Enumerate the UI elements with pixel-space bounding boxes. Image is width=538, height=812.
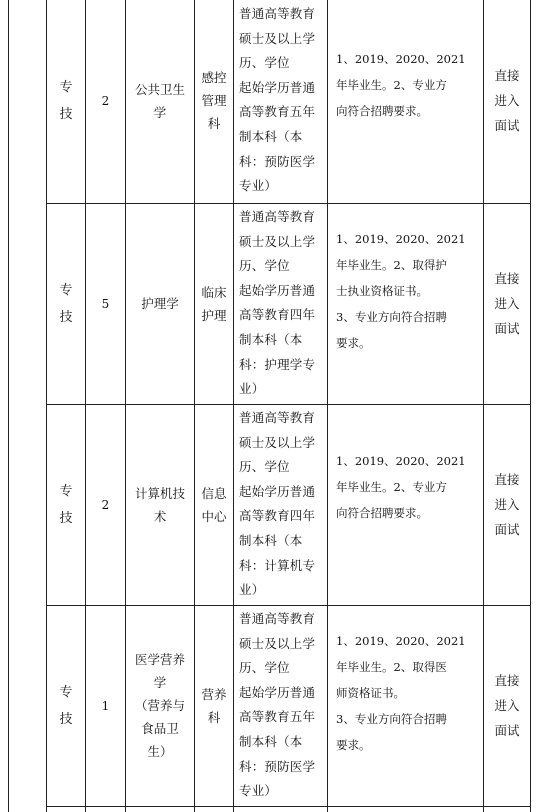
education-line: 制本科（本 <box>239 128 303 144</box>
education-line: 历、学位 <box>239 660 290 676</box>
category-cell <box>47 203 85 404</box>
requirement-line: 年毕业生。2、取得护 <box>336 258 447 272</box>
department-cell <box>195 404 233 605</box>
education-line: 科：护理学专 <box>239 356 316 372</box>
assessment-mode <box>492 63 522 138</box>
assessment-mode-cell <box>484 0 530 201</box>
requirement-line: 3、专业方向符合招聘 <box>336 712 447 726</box>
requirement-line: 1、2019、2020、2021 <box>336 634 466 648</box>
department-cell <box>195 203 233 404</box>
education-line: 科：预防医学 <box>239 758 316 774</box>
assessment-mode <box>492 668 522 743</box>
major-line: 食品卫 <box>141 721 179 736</box>
count-cell <box>86 203 125 404</box>
major-line: 生） <box>147 744 173 759</box>
education-line: 制本科（本 <box>239 733 303 749</box>
major-text <box>128 292 192 315</box>
assessment-mode-cell <box>484 404 530 605</box>
mode-line: 进入 <box>494 296 520 311</box>
education-line: 高等教育四年 <box>239 508 316 524</box>
education-line: 普通高等教育 <box>239 209 316 224</box>
major-line: 公共卫生 <box>134 81 185 97</box>
mode-line: 进入 <box>494 497 520 512</box>
department-cell <box>195 605 233 806</box>
education-line: 硕士及以上学 <box>239 30 316 46</box>
department-text <box>201 683 227 729</box>
category-char: 技 <box>59 309 73 325</box>
mode-line: 进入 <box>494 93 520 108</box>
requirement-line: 师资格证书。 <box>336 686 405 700</box>
mode-line: 直接 <box>494 68 520 83</box>
major-line: 计算机技 <box>134 485 185 501</box>
education-line: 高等教育四年 <box>239 307 316 323</box>
education-line: 业） <box>239 381 265 397</box>
education-line: 普通高等教育 <box>239 611 316 626</box>
department-text <box>201 482 227 528</box>
education-line: 起始学历普通 <box>239 483 316 499</box>
assessment-mode-cell <box>484 605 530 806</box>
major-line: 学 <box>153 104 167 120</box>
headcount: 2 <box>101 93 110 108</box>
major-cell <box>126 203 194 404</box>
education-requirement <box>239 2 323 199</box>
other-requirements <box>336 46 478 124</box>
requirement-line: 年毕业生。2、专业方 <box>336 480 447 494</box>
education-line: 制本科（本 <box>239 331 303 347</box>
mode-line: 直接 <box>494 472 520 487</box>
headcount: 5 <box>101 296 110 311</box>
department-line: 营养 <box>201 686 227 702</box>
department-line: 科 <box>207 709 221 725</box>
major-text <box>128 482 192 528</box>
education-requirement <box>239 607 323 804</box>
requirement-line: 年毕业生。2、取得医 <box>336 660 447 674</box>
requirement-line: 1、2019、2020、2021 <box>336 232 466 246</box>
category-cell <box>47 404 85 605</box>
requirement-line: 年毕业生。2、专业方 <box>336 78 447 92</box>
department-line: 临床 <box>201 284 227 300</box>
requirement-line: 1、2019、2020、2021 <box>336 52 466 66</box>
department-line: 护理 <box>201 307 227 323</box>
headcount: 1 <box>101 698 110 713</box>
department-cell <box>195 0 233 201</box>
department-line: 科 <box>207 116 221 131</box>
category-text <box>59 277 72 331</box>
education-line: 制本科（本 <box>239 532 303 548</box>
education-line: 普通高等教育 <box>239 6 316 21</box>
category-char: 技 <box>59 106 73 122</box>
other-requirements <box>336 448 478 526</box>
mode-line: 进入 <box>494 698 520 713</box>
requirement-line: 要求。 <box>336 738 371 752</box>
table-row <box>0 404 538 605</box>
department-line: 感控 <box>201 70 227 85</box>
education-line: 高等教育五年 <box>239 709 316 725</box>
table-row <box>0 0 538 201</box>
table-row <box>0 605 538 806</box>
count-cell <box>86 0 125 201</box>
other-requirements <box>336 628 478 758</box>
department-text <box>201 281 227 327</box>
department-line: 管理 <box>201 93 227 108</box>
major-cell <box>126 404 194 605</box>
major-line: 医学营养 <box>134 652 185 667</box>
category-text <box>59 679 72 733</box>
major-cell <box>126 0 194 201</box>
mode-line: 直接 <box>494 673 520 688</box>
major-line: 术 <box>153 508 167 524</box>
education-line: 专业） <box>239 178 278 194</box>
education-line: 普通高等教育 <box>239 410 316 425</box>
category-text <box>59 478 72 532</box>
category-char: 专 <box>59 483 73 499</box>
education-line: 硕士及以上学 <box>239 635 316 651</box>
education-line: 高等教育五年 <box>239 104 316 120</box>
education-line: 硕士及以上学 <box>239 233 316 249</box>
requirement-line: 向符合招聘要求。 <box>336 104 428 118</box>
assessment-mode <box>492 467 522 542</box>
education-line: 起始学历普通 <box>239 684 316 700</box>
count-cell <box>86 605 125 806</box>
education-line: 硕士及以上学 <box>239 434 316 450</box>
assessment-mode <box>492 266 522 341</box>
major-line: 护理学 <box>141 296 179 311</box>
education-line: 科：预防医学 <box>239 153 316 169</box>
assessment-mode-cell <box>484 203 530 404</box>
requirement-line: 要求。 <box>336 336 371 350</box>
mode-line: 面试 <box>494 321 520 336</box>
count-cell <box>86 404 125 605</box>
category-char: 技 <box>59 510 73 526</box>
major-text <box>128 648 192 763</box>
requirement-line: 向符合招聘要求。 <box>336 506 428 520</box>
mode-line: 面试 <box>494 723 520 738</box>
other-requirements <box>336 226 478 356</box>
mode-line: 面试 <box>494 118 520 133</box>
education-line: 历、学位 <box>239 459 290 475</box>
education-requirement <box>239 205 323 402</box>
requirement-line: 1、2019、2020、2021 <box>336 454 466 468</box>
major-text <box>128 78 192 124</box>
department-line: 信息 <box>201 485 227 501</box>
category-char: 专 <box>59 79 73 95</box>
major-line: 学 <box>153 675 167 690</box>
table-row <box>0 203 538 404</box>
education-line: 起始学历普通 <box>239 282 316 298</box>
headcount: 2 <box>101 497 110 512</box>
category-char: 专 <box>59 684 73 700</box>
table-border <box>46 806 531 807</box>
education-line: 专业） <box>239 783 278 799</box>
requirement-line: 士执业资格证书。 <box>336 284 428 298</box>
education-line: 历、学位 <box>239 258 290 274</box>
education-line: 历、学位 <box>239 55 290 71</box>
department-line: 中心 <box>201 508 227 524</box>
category-cell <box>47 0 85 201</box>
major-cell <box>126 605 194 806</box>
category-char: 专 <box>59 282 73 298</box>
category-char: 技 <box>59 711 73 727</box>
mode-line: 面试 <box>494 522 520 537</box>
major-line: （营养与 <box>134 698 185 713</box>
education-line: 起始学历普通 <box>239 79 316 95</box>
education-line: 业） <box>239 582 265 598</box>
mode-line: 直接 <box>494 271 520 286</box>
education-requirement <box>239 406 323 603</box>
category-cell <box>47 605 85 806</box>
education-line: 科：计算机专 <box>239 557 316 573</box>
requirement-line: 3、专业方向符合招聘 <box>336 310 447 324</box>
category-text <box>59 74 72 128</box>
department-text <box>201 66 227 135</box>
